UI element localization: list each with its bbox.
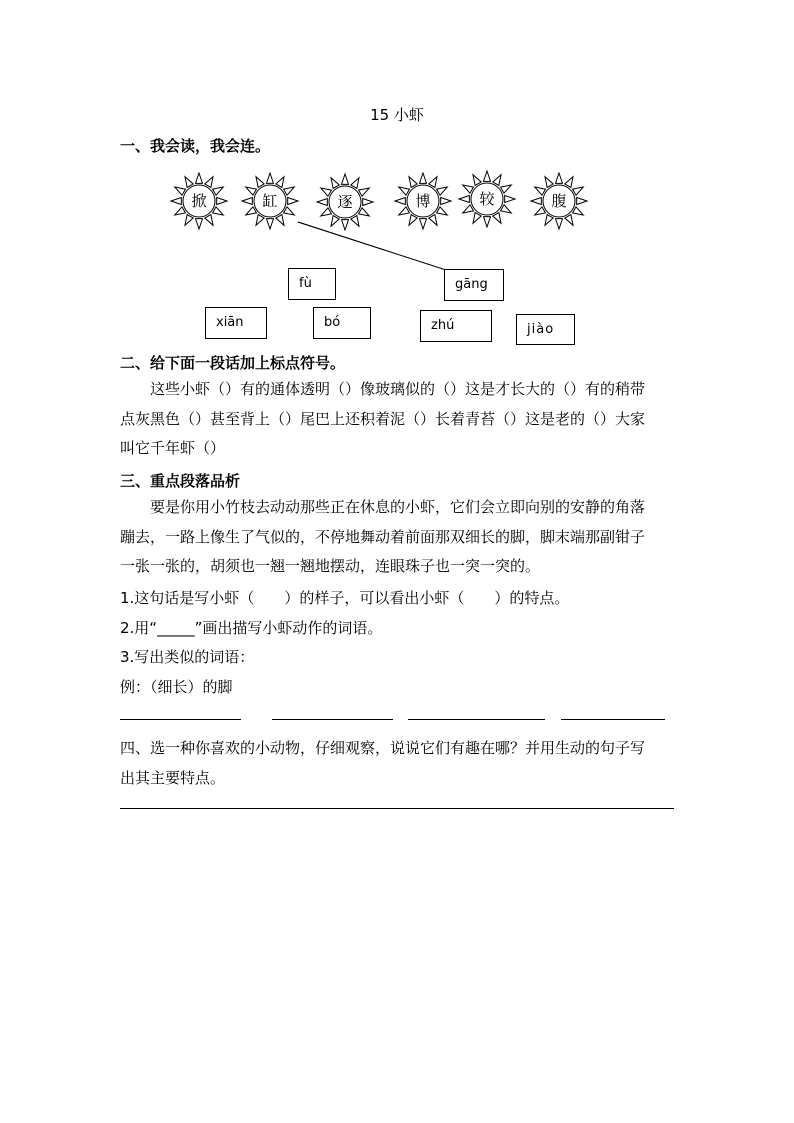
pinyin-box-bo[interactable]: bó <box>313 307 371 339</box>
sun-ray <box>284 187 295 195</box>
sun-ray <box>556 173 563 183</box>
pinyin-box-gang[interactable]: gāng <box>444 269 504 301</box>
sun-ray <box>573 187 584 195</box>
sun-ray <box>321 208 332 216</box>
section-3-paragraph <box>120 493 676 582</box>
pinyin-box-jiao[interactable]: jiào <box>516 314 575 345</box>
sun-ray <box>359 208 370 216</box>
s2-line-2: 点灰黑色（）甚至背上（）尾巴上还积着泥（）长着青苔（）这是老的（）大家 <box>120 409 646 428</box>
sun-ray <box>213 207 224 215</box>
sun-ray <box>256 177 264 188</box>
sun-character: 缸 <box>262 192 278 210</box>
sun-ray <box>351 216 359 227</box>
sun-ray <box>437 187 448 195</box>
sun-ray <box>399 187 410 195</box>
answer-line-2[interactable] <box>272 719 393 720</box>
sun-badge-2 <box>242 173 298 229</box>
sun-ray <box>217 198 227 205</box>
sun-ray <box>473 175 481 186</box>
sun-ray <box>577 198 587 205</box>
sun-ray <box>437 207 448 215</box>
sun-ray <box>185 215 193 226</box>
sun-ray <box>493 213 501 224</box>
sun-ray <box>205 215 213 226</box>
sun-ray <box>463 185 474 193</box>
s2-line-3: 叫它千年虾（） <box>120 439 226 457</box>
s4-line-1: 四、选一种你喜欢的小动物，仔细观察，说说它们有趣在哪？并用生动的句子写 <box>120 739 646 757</box>
sun-ray <box>185 177 193 188</box>
sun-ray <box>484 171 491 181</box>
question-3: 3.写出类似的词语： <box>120 648 255 666</box>
sun-ray <box>484 217 491 227</box>
sun-ray <box>256 215 264 226</box>
sun-ray <box>556 219 563 229</box>
sun-ray <box>463 205 474 213</box>
sun-ray <box>441 198 451 205</box>
sun-badge-3 <box>317 174 373 230</box>
sun-ray <box>317 199 327 206</box>
answer-line-1[interactable] <box>120 719 241 720</box>
s3-line-2: 蹦去，一路上像生了气似的，不停地舞动着前面那双细长的脚，脚末端那副钳子 <box>120 527 646 546</box>
section-2-paragraph <box>120 375 676 464</box>
pinyin-box-zhu[interactable]: zhú <box>420 310 492 342</box>
sun-ray <box>459 196 469 203</box>
sun-badge-4 <box>395 173 451 229</box>
sun-ray <box>242 198 252 205</box>
question-2: 2.用“_____”画出描写小虾动作的词语。 <box>120 619 383 637</box>
section-4-paragraph <box>120 734 676 793</box>
sun-ray <box>331 216 339 227</box>
section-3-heading: 三、重点段落品析 <box>120 472 241 490</box>
sun-ray <box>420 219 427 229</box>
pinyin-box-fu[interactable]: fù <box>288 268 336 300</box>
s3-line-1: 要是你用小竹枝去动动那些正在休息的小虾，它们会立即向别的安静的角落 <box>150 498 646 516</box>
sun-ray <box>395 198 405 205</box>
sun-ray <box>565 215 573 226</box>
character-suns <box>0 160 794 250</box>
s2-line-1: 这些小虾（）有的通体透明（）像玻璃似的（）这是才长大的（）有的稍带 <box>150 380 646 398</box>
sun-ray <box>342 174 349 184</box>
sun-ray <box>196 173 203 183</box>
sun-ray <box>171 198 181 205</box>
sun-ray <box>276 177 284 188</box>
sun-badge-1 <box>171 173 227 229</box>
sun-ray <box>321 188 332 196</box>
sun-ray <box>545 215 553 226</box>
answer-line-long[interactable] <box>120 808 674 809</box>
sun-ray <box>284 207 295 215</box>
sun-ray <box>409 215 417 226</box>
sun-ray <box>175 207 186 215</box>
page-title: 15 小虾 <box>370 106 424 124</box>
sun-ray <box>399 207 410 215</box>
sun-ray <box>501 205 512 213</box>
sun-ray <box>429 215 437 226</box>
sun-ray <box>267 173 274 183</box>
sun-ray <box>213 187 224 195</box>
sun-ray <box>501 185 512 193</box>
sun-ray <box>531 198 541 205</box>
sun-badge-6 <box>531 173 587 229</box>
sun-ray <box>565 177 573 188</box>
section-2-heading: 二、给下面一段话加上标点符号。 <box>120 354 346 372</box>
sun-ray <box>196 219 203 229</box>
answer-line-3[interactable] <box>408 719 545 720</box>
sun-ray <box>545 177 553 188</box>
sun-character: 较 <box>479 190 495 208</box>
sun-ray <box>473 213 481 224</box>
sun-ray <box>429 177 437 188</box>
sun-ray <box>535 187 546 195</box>
example-line: 例：（细长）的脚 <box>120 678 233 696</box>
sun-ray <box>246 207 257 215</box>
sun-badge-5 <box>459 171 515 227</box>
sun-ray <box>205 177 213 188</box>
answer-line-4[interactable] <box>561 719 665 720</box>
sun-ray <box>342 220 349 230</box>
sun-character: 掀 <box>191 192 207 210</box>
sun-ray <box>288 198 298 205</box>
sun-ray <box>267 219 274 229</box>
question-1: 1.这句话是写小虾（ ）的样子，可以看出小虾（ ）的特点。 <box>120 589 570 607</box>
sun-ray <box>573 207 584 215</box>
sun-ray <box>331 178 339 189</box>
pinyin-box-xian[interactable]: xiān <box>205 307 267 339</box>
sun-ray <box>359 188 370 196</box>
sun-ray <box>351 178 359 189</box>
sun-ray <box>276 215 284 226</box>
sun-ray <box>493 175 501 186</box>
sun-character: 腹 <box>551 192 567 210</box>
sun-ray <box>363 199 373 206</box>
section-1-heading: 一、我会读，我会连。 <box>120 137 271 155</box>
sun-character: 博 <box>415 192 431 210</box>
s3-line-3: 一张一张的，胡须也一翘一翘地摆动，连眼珠子也一突一突的。 <box>120 557 541 575</box>
sun-ray <box>505 196 515 203</box>
s4-line-2: 出其主要特点。 <box>120 768 226 787</box>
sun-character: 逐 <box>337 193 353 211</box>
sun-ray <box>175 187 186 195</box>
sun-ray <box>409 177 417 188</box>
sun-ray <box>420 173 427 183</box>
sun-ray <box>246 187 257 195</box>
sun-ray <box>535 207 546 215</box>
